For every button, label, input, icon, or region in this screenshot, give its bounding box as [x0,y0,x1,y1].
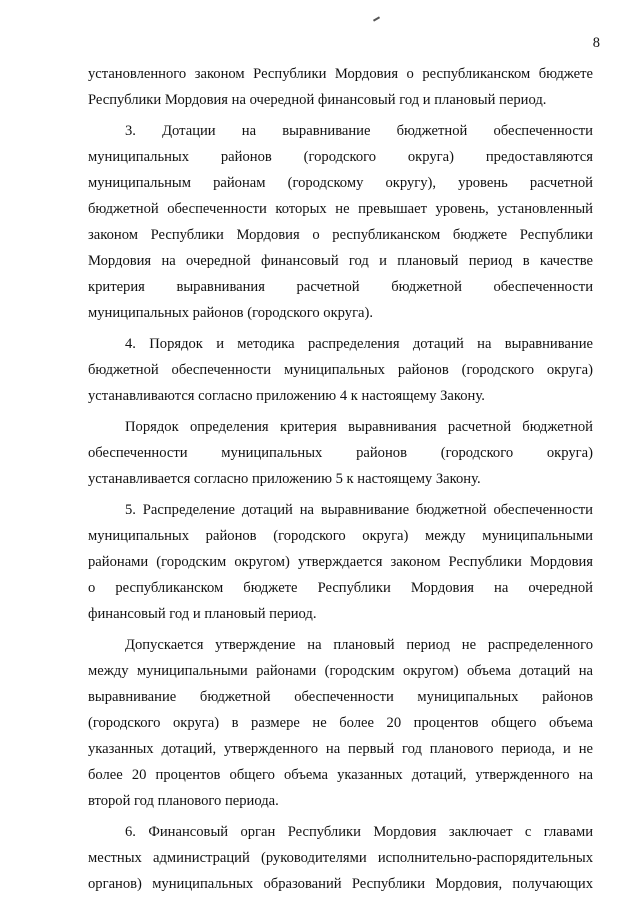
text-line: муниципальных районов (городского округа). [88,305,374,321]
text-line: муниципальных районов (городского округа) предоставляются [88,149,593,165]
text-line: о республиканском бюджете Республики Мордовия на очередной [88,580,593,596]
text-line: местных администраций (руководителями исполнительно-распорядительных [88,850,593,866]
text-line: 6. Финансовый орган Республики Мордовия заключает с главами [125,824,593,840]
text-line: установленного законом Республики Мордовия о республиканском бюджете [88,66,593,82]
text-line: между муниципальными районами (городским округом) объема дотаций на [88,663,593,679]
text-line: 4. Порядок и методика распределения дотаций на выравнивание [125,336,593,352]
text-line: критерия выравнивания расчетной бюджетной обеспеченности [88,279,593,295]
document-body [88,61,593,897]
text-line: более 20 процентов общего объема указанных дотаций, утвержденного на [88,767,593,783]
scan-speck [373,16,380,21]
text-line: (городского округа) в размере не более 20 процентов общего объема [88,715,593,731]
text-line: 3. Дотации на выравнивание бюджетной обеспеченности [125,123,593,139]
text-line: муниципальным районам (городскому округу), уровень расчетной [88,175,593,191]
page-number: 8 [592,35,600,51]
text-line: районами (городским округом) утверждается законом Республики Мордовия [88,554,593,570]
text-line: финансовый год и плановый период. [88,606,317,622]
text-line: Республики Мордовия на очередной финансовый год и плановый период. [88,92,547,108]
text-line: указанных дотаций, утвержденного на первый год планового периода, и не [88,741,593,757]
text-line: 5. Распределение дотаций на выравнивание бюджетной обеспеченности [125,502,593,518]
text-line: устанавливается согласно приложению 5 к настоящему Закону. [88,471,481,487]
text-line: законом Республики Мордовия о республиканском бюджете Республики [88,227,593,243]
text-line: органов) муниципальных образований Республики Мордовия, получающих [88,876,593,892]
text-line: бюджетной обеспеченности которых не превышает уровень, установленный [88,201,593,217]
text-line: второй год планового периода. [88,793,279,809]
text-line: обеспеченности муниципальных районов (городского округа) [88,445,593,461]
text-line: муниципальных районов (городского округа) между муниципальными [88,528,593,544]
text-line: Допускается утверждение на плановый период не распределенного [125,637,593,653]
text-line: Мордовия на очередной финансовый год и плановый период в качестве [88,253,593,269]
text-line: бюджетной обеспеченности муниципальных районов (городского округа) [88,362,593,378]
text-line: выравнивание бюджетной обеспеченности муниципальных районов [88,689,593,705]
text-line: Порядок определения критерия выравнивания расчетной бюджетной [125,419,593,435]
text-line: устанавливаются согласно приложению 4 к настоящему Закону. [88,388,485,404]
